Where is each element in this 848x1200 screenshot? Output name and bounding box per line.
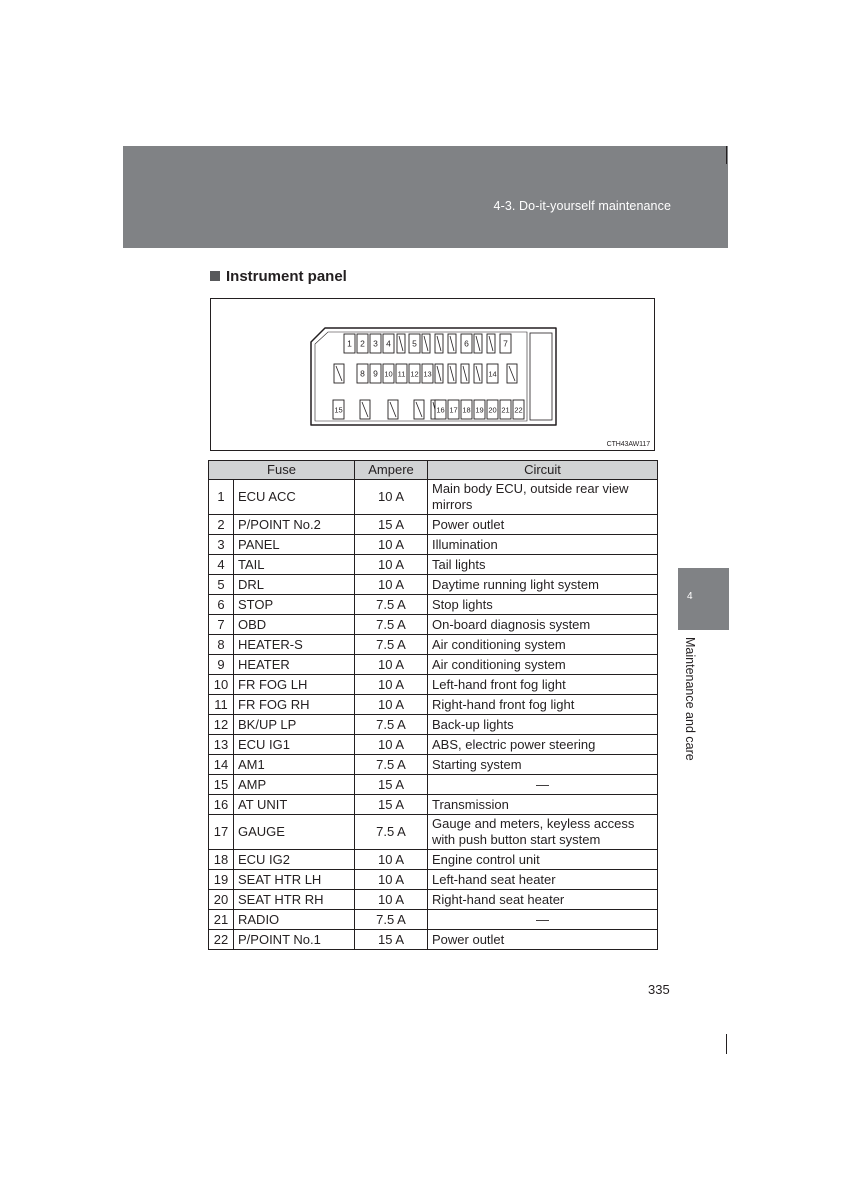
circuit-cell: — bbox=[428, 775, 658, 795]
fuse-number-cell: 16 bbox=[209, 795, 234, 815]
fuse-number-label: 17 bbox=[449, 405, 458, 415]
header-bar bbox=[123, 146, 728, 248]
circuit-cell: Air conditioning system bbox=[428, 635, 658, 655]
fuse-number-label: 1 bbox=[347, 338, 352, 349]
fuse-number-label: 21 bbox=[501, 405, 510, 415]
fuse-number-label: 19 bbox=[475, 405, 484, 415]
ampere-cell: 10 A bbox=[355, 695, 428, 715]
circuit-cell: Power outlet bbox=[428, 930, 658, 950]
fuse-number-label: 9 bbox=[373, 368, 378, 379]
fuse-name-cell: GAUGE bbox=[234, 815, 355, 850]
circuit-cell: Right-hand front fog light bbox=[428, 695, 658, 715]
table-row bbox=[209, 480, 658, 515]
fuse-number-label: 22 bbox=[514, 405, 523, 415]
fuse-name-cell: P/POINT No.2 bbox=[234, 515, 355, 535]
circuit-cell: Left-hand seat heater bbox=[428, 870, 658, 890]
section-title bbox=[210, 268, 347, 285]
fuse-number-cell: 1 bbox=[209, 480, 234, 515]
fuse-number-label: 6 bbox=[464, 338, 469, 349]
table-row bbox=[209, 615, 658, 635]
fuse-number-label: 18 bbox=[462, 405, 471, 415]
fuse-number-cell: 9 bbox=[209, 655, 234, 675]
section-heading: 4-3. Do-it-yourself maintenance bbox=[493, 199, 671, 213]
fuse-name-cell: STOP bbox=[234, 595, 355, 615]
ampere-cell: 10 A bbox=[355, 575, 428, 595]
fuse-name-cell: AM1 bbox=[234, 755, 355, 775]
fuse-name-cell: AMP bbox=[234, 775, 355, 795]
fuse-column-header: Fuse bbox=[209, 461, 355, 480]
fuse-name-cell: HEATER-S bbox=[234, 635, 355, 655]
circuit-cell: Left-hand front fog light bbox=[428, 675, 658, 695]
fuse-name-cell: BK/UP LP bbox=[234, 715, 355, 735]
fuse-number-cell: 17 bbox=[209, 815, 234, 850]
square-bullet-icon bbox=[210, 271, 220, 281]
table-row bbox=[209, 755, 658, 775]
table-row bbox=[209, 910, 658, 930]
fuse-number-label: 8 bbox=[360, 368, 365, 379]
fuse-number-cell: 6 bbox=[209, 595, 234, 615]
table-row bbox=[209, 575, 658, 595]
ampere-cell: 7.5 A bbox=[355, 815, 428, 850]
ampere-cell: 15 A bbox=[355, 930, 428, 950]
fuse-name-cell: SEAT HTR RH bbox=[234, 890, 355, 910]
circuit-column-header: Circuit bbox=[428, 461, 658, 480]
table-row bbox=[209, 795, 658, 815]
table-row bbox=[209, 695, 658, 715]
fuse-box-figure bbox=[210, 298, 655, 451]
fuse-number-cell: 19 bbox=[209, 870, 234, 890]
fuse-number-cell: 4 bbox=[209, 555, 234, 575]
fuse-number-label: 10 bbox=[384, 369, 393, 379]
table-row bbox=[209, 850, 658, 870]
fuse-number-cell: 12 bbox=[209, 715, 234, 735]
ampere-cell: 15 A bbox=[355, 515, 428, 535]
fuse-name-cell: ECU IG1 bbox=[234, 735, 355, 755]
fuse-number-label: 20 bbox=[488, 405, 497, 415]
fuse-number-label: 11 bbox=[397, 369, 406, 379]
circuit-cell: Engine control unit bbox=[428, 850, 658, 870]
fuse-number-label: 2 bbox=[360, 338, 365, 349]
table-row bbox=[209, 535, 658, 555]
fuse-name-cell: AT UNIT bbox=[234, 795, 355, 815]
ampere-cell: 7.5 A bbox=[355, 595, 428, 615]
ampere-cell: 10 A bbox=[355, 555, 428, 575]
figure-code: CTH43AW117 bbox=[606, 441, 650, 448]
fuse-number-cell: 18 bbox=[209, 850, 234, 870]
ampere-cell: 15 A bbox=[355, 775, 428, 795]
fuse-number-cell: 2 bbox=[209, 515, 234, 535]
ampere-cell: 10 A bbox=[355, 850, 428, 870]
fuse-number-cell: 13 bbox=[209, 735, 234, 755]
fuse-number-label: 5 bbox=[412, 338, 417, 349]
circuit-cell: ABS, electric power steering bbox=[428, 735, 658, 755]
circuit-cell: Gauge and meters, keyless access with push button start system bbox=[428, 815, 658, 850]
ampere-cell: 10 A bbox=[355, 735, 428, 755]
fuse-number-label: 15 bbox=[334, 405, 343, 415]
table-row bbox=[209, 515, 658, 535]
table-header-row bbox=[209, 461, 658, 480]
fuse-number-label: 7 bbox=[503, 338, 508, 349]
fuse-name-cell: TAIL bbox=[234, 555, 355, 575]
ampere-cell: 10 A bbox=[355, 480, 428, 515]
circuit-cell: Right-hand seat heater bbox=[428, 890, 658, 910]
ampere-cell: 7.5 A bbox=[355, 910, 428, 930]
table-row bbox=[209, 635, 658, 655]
table-row bbox=[209, 675, 658, 695]
ampere-cell: 10 A bbox=[355, 870, 428, 890]
fuse-name-cell: HEATER bbox=[234, 655, 355, 675]
fuse-number-cell: 7 bbox=[209, 615, 234, 635]
ampere-cell: 10 A bbox=[355, 890, 428, 910]
circuit-cell: — bbox=[428, 910, 658, 930]
ampere-cell: 7.5 A bbox=[355, 635, 428, 655]
table-row bbox=[209, 775, 658, 795]
circuit-cell: Daytime running light system bbox=[428, 575, 658, 595]
fuse-number-label: 14 bbox=[488, 369, 497, 379]
fuse-number-cell: 20 bbox=[209, 890, 234, 910]
table-row bbox=[209, 595, 658, 615]
crop-mark bbox=[726, 146, 727, 164]
fuse-name-cell: RADIO bbox=[234, 910, 355, 930]
fuse-number-cell: 22 bbox=[209, 930, 234, 950]
fuse-name-cell: P/POINT No.1 bbox=[234, 930, 355, 950]
page-number: 335 bbox=[648, 982, 670, 997]
circuit-cell: Illumination bbox=[428, 535, 658, 555]
table-row bbox=[209, 890, 658, 910]
fuse-number-label: 3 bbox=[373, 338, 378, 349]
ampere-column-header: Ampere bbox=[355, 461, 428, 480]
table-row bbox=[209, 655, 658, 675]
circuit-cell: Main body ECU, outside rear view mirrors bbox=[428, 480, 658, 515]
circuit-cell: Stop lights bbox=[428, 595, 658, 615]
table-row bbox=[209, 735, 658, 755]
fuse-table bbox=[208, 460, 658, 950]
fuse-number-label: 4 bbox=[386, 338, 391, 349]
table-row bbox=[209, 930, 658, 950]
fuse-number-cell: 21 bbox=[209, 910, 234, 930]
table-row bbox=[209, 870, 658, 890]
chapter-tab bbox=[678, 568, 729, 630]
ampere-cell: 7.5 A bbox=[355, 755, 428, 775]
circuit-cell: Back-up lights bbox=[428, 715, 658, 735]
ampere-cell: 10 A bbox=[355, 675, 428, 695]
fuse-number-cell: 3 bbox=[209, 535, 234, 555]
ampere-cell: 15 A bbox=[355, 795, 428, 815]
fuse-name-cell: SEAT HTR LH bbox=[234, 870, 355, 890]
table-row bbox=[209, 815, 658, 850]
fuse-number-cell: 14 bbox=[209, 755, 234, 775]
circuit-cell: Power outlet bbox=[428, 515, 658, 535]
fuse-name-cell: FR FOG RH bbox=[234, 695, 355, 715]
fuse-name-cell: ECU IG2 bbox=[234, 850, 355, 870]
ampere-cell: 7.5 A bbox=[355, 715, 428, 735]
fuse-number-cell: 11 bbox=[209, 695, 234, 715]
fuse-number-label: 16 bbox=[436, 405, 445, 415]
circuit-cell: Transmission bbox=[428, 795, 658, 815]
circuit-cell: Starting system bbox=[428, 755, 658, 775]
section-title-text: Instrument panel bbox=[226, 268, 347, 285]
fuse-name-cell: FR FOG LH bbox=[234, 675, 355, 695]
fuse-name-cell: PANEL bbox=[234, 535, 355, 555]
ampere-cell: 7.5 A bbox=[355, 615, 428, 635]
fuse-name-cell: DRL bbox=[234, 575, 355, 595]
fuse-number-label: 12 bbox=[410, 369, 419, 379]
fuse-number-label: 13 bbox=[423, 369, 432, 379]
ampere-cell: 10 A bbox=[355, 655, 428, 675]
fuse-number-cell: 5 bbox=[209, 575, 234, 595]
fuse-name-cell: OBD bbox=[234, 615, 355, 635]
table-row bbox=[209, 715, 658, 735]
chapter-number: 4 bbox=[687, 591, 693, 602]
ampere-cell: 10 A bbox=[355, 535, 428, 555]
fuse-number-cell: 10 bbox=[209, 675, 234, 695]
circuit-cell: Tail lights bbox=[428, 555, 658, 575]
chapter-label: Maintenance and care bbox=[683, 637, 697, 761]
fuse-number-cell: 15 bbox=[209, 775, 234, 795]
crop-mark bbox=[726, 1034, 727, 1054]
fuse-name-cell: ECU ACC bbox=[234, 480, 355, 515]
circuit-cell: Air conditioning system bbox=[428, 655, 658, 675]
fuse-number-cell: 8 bbox=[209, 635, 234, 655]
circuit-cell: On-board diagnosis system bbox=[428, 615, 658, 635]
fuse-box-diagram bbox=[211, 299, 654, 450]
table-row bbox=[209, 555, 658, 575]
